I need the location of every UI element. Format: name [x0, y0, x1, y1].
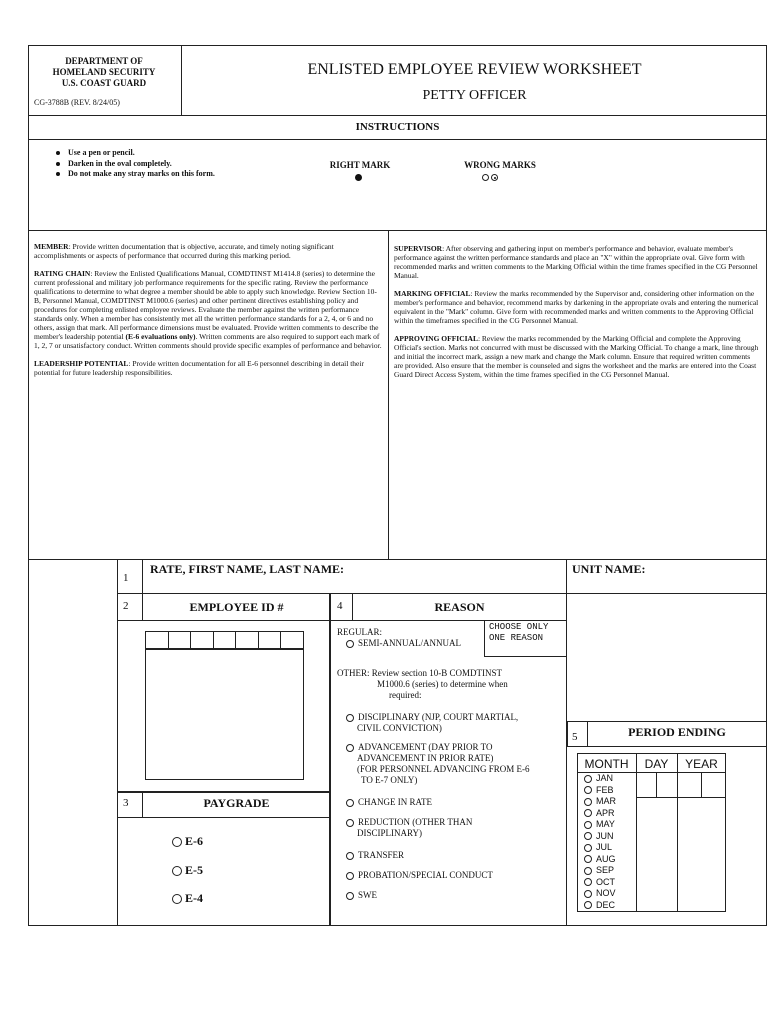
oval-icon[interactable]	[584, 832, 592, 840]
unit-name-label: UNIT NAME:	[572, 562, 646, 576]
oval-icon[interactable]	[584, 798, 592, 806]
choose-one-note: CHOOSE ONLY ONE REASON	[484, 621, 567, 657]
oval-icon[interactable]	[346, 852, 354, 860]
oval-icon[interactable]	[346, 714, 354, 722]
form-number: CG-3788B (REV. 8/24/05)	[34, 98, 120, 107]
oval-icon[interactable]	[172, 866, 182, 876]
approving-official-paragraph: APPROVING OFFICIAL: Review the marks recommended by the Marking Official and complete the Approving Official's section. Marks not concurred with must be discussed with the Marking Official. To change a mark, line through and initial the incorrect mark, assign a new mark and change the Mark column. Ensure that required written comments are provided. Also ensure that the member is counseled and signs the worksheet and the marks are entered into the Coast Guard Direct Access System, within the time frames specified in the CG Personnel Manual.	[394, 334, 759, 379]
instructions-bottom-divider	[28, 230, 767, 231]
month-option-sep[interactable]: SEP	[584, 865, 616, 877]
oval-icon[interactable]	[172, 837, 182, 847]
period-grid-entry-line	[636, 797, 726, 798]
field-3-number: 3	[123, 797, 129, 809]
right-mark-label: RIGHT MARK	[329, 160, 391, 170]
bullet-item: Darken in the oval completely.	[56, 159, 215, 170]
month-option-oct[interactable]: OCT	[584, 877, 616, 889]
month-option-aug[interactable]: AUG	[584, 854, 616, 866]
month-option-may[interactable]: MAY	[584, 819, 616, 831]
reason-option-disciplinary[interactable]: DISCIPLINARY (NJP, COURT MARTIAL, CIVIL CONVICTION)	[346, 712, 518, 734]
employee-id-label: EMPLOYEE ID #	[189, 600, 284, 614]
agency-line-2: HOMELAND SECURITY	[52, 67, 156, 77]
reason-option-change-in-rate[interactable]: CHANGE IN RATE	[346, 797, 432, 808]
month-option-nov[interactable]: NOV	[584, 888, 616, 900]
oval-icon[interactable]	[584, 775, 592, 783]
wrong-mark-dot-icon	[491, 174, 498, 181]
paygrade-option-e6[interactable]: E-6	[172, 834, 203, 848]
paygrade-option-e4[interactable]: E-4	[172, 891, 203, 905]
year-input[interactable]	[678, 773, 725, 797]
agency-line-1: DEPARTMENT OF	[65, 56, 143, 66]
field-1-number: 1	[123, 572, 129, 584]
month-option-jan[interactable]: JAN	[584, 773, 616, 785]
oval-icon[interactable]	[584, 809, 592, 817]
bullet-item: Use a pen or pencil.	[56, 148, 215, 159]
other-label: OTHER: Review section 10-B COMDTINST M1000.6 (series) to determine when required:	[337, 668, 508, 700]
month-option-dec[interactable]: DEC	[584, 900, 616, 912]
bullet-dot-icon	[56, 172, 60, 176]
month-option-mar[interactable]: MAR	[584, 796, 616, 808]
reason-option-advancement[interactable]: ADVANCEMENT (DAY PRIOR TO ADVANCEMENT IN PRIOR RATE) (FOR PERSONNEL ADVANCING FROM E-6 TO E-7 ONLY)	[346, 742, 530, 786]
left-instructions	[34, 242, 382, 377]
oval-icon[interactable]	[346, 640, 354, 648]
oval-icon[interactable]	[346, 744, 354, 752]
oval-icon[interactable]	[346, 819, 354, 827]
oval-icon[interactable]	[346, 892, 354, 900]
paygrade-area	[117, 818, 330, 926]
reason-label: REASON	[434, 600, 485, 614]
unit-row-bottom	[567, 593, 767, 594]
oval-icon[interactable]	[172, 894, 182, 904]
leadership-paragraph: LEADERSHIP POTENTIAL: Provide written documentation for all E-6 personnel describing in detail their potential for future leadership responsibilities.	[34, 359, 364, 377]
oval-icon[interactable]	[584, 821, 592, 829]
agency-line-3: U.S. COAST GUARD	[61, 78, 147, 88]
reason-option-probation[interactable]: PROBATION/SPECIAL CONDUCT	[346, 870, 493, 881]
month-options	[584, 773, 616, 911]
supervisor-paragraph: SUPERVISOR: After observing and gathering input on member's performance and behavior, evaluate member's performance against the written performance standards and place an "X" within the appropriate oval. Give form with recommended marks and written comments to the Marking Official within the time frames specified in the CG Personnel Manual.	[394, 244, 758, 280]
member-paragraph: MEMBER: Provide written documentation that is objective, accurate, and timely noting significant accomplishments or aspects of performance that occurred during this marking period.	[34, 242, 334, 260]
reason-option-swe[interactable]: SWE	[346, 890, 377, 901]
month-option-jun[interactable]: JUN	[584, 831, 616, 843]
unit-name-input[interactable]	[568, 576, 766, 593]
reason-option-transfer[interactable]: TRANSFER	[346, 850, 404, 861]
year-column-label: YEAR	[685, 757, 718, 771]
period-ending-label: PERIOD ENDING	[628, 725, 726, 739]
instructions-heading: INSTRUCTIONS	[355, 121, 440, 133]
column-divider	[388, 230, 389, 560]
employee-id-digit-boxes[interactable]	[145, 631, 304, 649]
oval-icon[interactable]	[584, 844, 592, 852]
name-field-label: RATE, FIRST NAME, LAST NAME:	[150, 562, 345, 576]
oval-icon[interactable]	[584, 786, 592, 794]
oval-icon[interactable]	[584, 890, 592, 898]
oval-icon[interactable]	[584, 855, 592, 863]
reason-option-reduction[interactable]: REDUCTION (OTHER THAN DISCIPLINARY)	[346, 817, 472, 839]
oval-icon[interactable]	[346, 872, 354, 880]
wrong-marks-label: WRONG MARKS	[464, 160, 536, 170]
right-instructions	[394, 244, 760, 379]
agency-name	[34, 56, 174, 89]
regular-label: REGULAR:	[337, 627, 382, 637]
month-option-feb[interactable]: FEB	[584, 785, 616, 797]
bullet-dot-icon	[56, 162, 60, 166]
page-subtitle: PETTY OFFICER	[422, 88, 527, 103]
header-divider	[28, 115, 767, 116]
bullet-dot-icon	[56, 151, 60, 155]
paygrade-label: PAYGRADE	[203, 796, 270, 810]
month-column-label: MONTH	[584, 757, 629, 771]
instructions-divider	[28, 139, 767, 140]
employee-id-grid[interactable]	[145, 649, 304, 780]
month-option-apr[interactable]: APR	[584, 808, 616, 820]
instruction-bullets	[56, 148, 215, 180]
field-2-number: 2	[123, 600, 129, 612]
day-column-label: DAY	[644, 757, 669, 771]
wrong-mark-empty-icon	[482, 174, 489, 181]
paygrade-option-e5[interactable]: E-5	[172, 863, 203, 877]
field-5-number: 5	[572, 731, 578, 743]
reason-option-semi-annual[interactable]: SEMI-ANNUAL/ANNUAL	[346, 638, 461, 649]
right-mark-example-icon	[355, 174, 362, 181]
bullet-item: Do not make any stray marks on this form.	[56, 169, 215, 180]
month-option-jul[interactable]: JUL	[584, 842, 616, 854]
oval-icon[interactable]	[584, 867, 592, 875]
oval-icon[interactable]	[584, 878, 592, 886]
page-title: ENLISTED EMPLOYEE REVIEW WORKSHEET	[307, 61, 642, 78]
day-input[interactable]	[637, 773, 676, 797]
name-input[interactable]	[143, 576, 566, 593]
marking-official-paragraph: MARKING OFFICIAL: Review the marks recommended by the Supervisor and, considering other information on the member's performance and behavior, recommend marks by darkening in the appropriate ovals and entering the numerical equivalent in the "Mark" column. Give form with recommended marks and written comments to the Approving Official within the timeframes specified in the CG Personnel Manual.	[394, 289, 759, 325]
field-4-number: 4	[337, 600, 343, 612]
oval-icon[interactable]	[346, 799, 354, 807]
rating-chain-paragraph: RATING CHAIN: Review the Enlisted Qualifications Manual, COMDTINST M1414.8 (series) to determine the current professional and military job performance requirements for the specific rating. Review the performance qualifications to determine to what degree a member should be able to apply such knowledge. Review Section 10-B, Personnel Manual, COMDTINST M1000.6 (series) and other pertinent directives establishing policy and procedures for completing enlisted employee reviews. Evaluate the member against the written performance standards only. When a member has consistently met all the written performance standards for a 2, 4, or 6 and no others, assign that mark. All performance dimensions must be evaluated. Provide written comments to describe the member's leadership potential (E-6 evaluations only). Written comments are also required to support each mark of 1, 2, 7 or unsatisfactory conduct. Written comments should provide specific examples of performance and behavior.	[34, 269, 382, 350]
oval-icon[interactable]	[584, 901, 592, 909]
